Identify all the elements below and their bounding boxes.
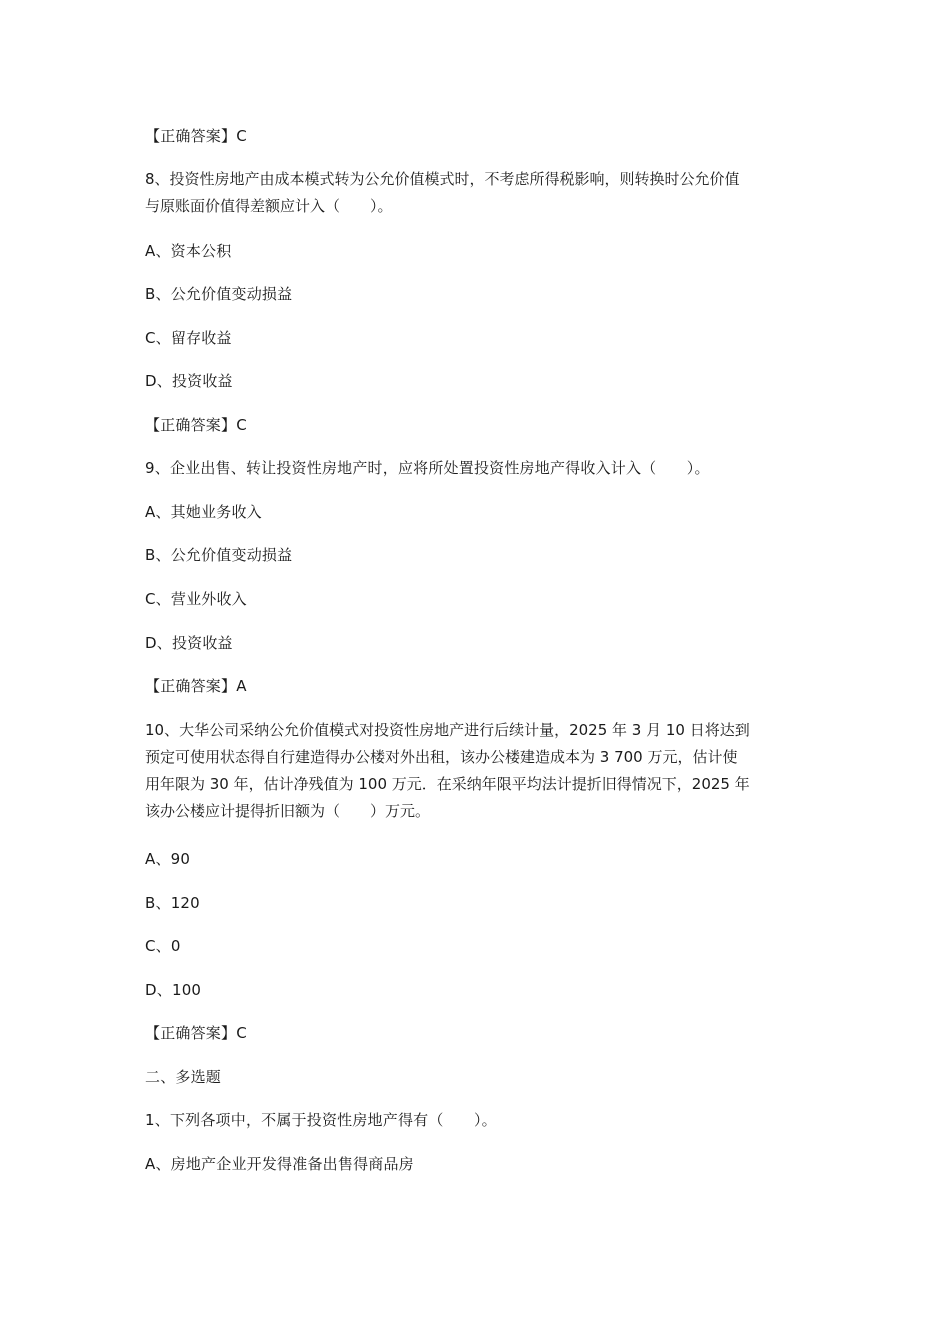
option-d: D、投资收益 <box>145 372 233 390</box>
section-heading: 二、多选题 <box>145 1068 222 1086</box>
answer-line: 【正确答案】C <box>145 127 247 145</box>
question-10-line-1: 10、大华公司采纳公允价值模式对投资性房地产进行后续计量，2025 年 3 月 10 日将达到 <box>145 721 750 739</box>
option-c: C、0 <box>145 937 181 955</box>
question-9: 9、企业出售、转让投资性房地产时，应将所处置投资性房地产得收入计入（ ）。 <box>145 459 710 477</box>
answer-line: 【正确答案】A <box>145 677 247 695</box>
option-b: B、公允价值变动损益 <box>145 285 293 303</box>
answer-line: 【正确答案】C <box>145 416 247 434</box>
question-1: 1、下列各项中，不属于投资性房地产得有（ ）。 <box>145 1111 497 1129</box>
question-10-line-4: 该办公楼应计提得折旧额为（ ）万元。 <box>145 802 431 820</box>
question-8 <box>145 166 810 220</box>
option-a: A、房地产企业开发得准备出售得商品房 <box>145 1155 414 1173</box>
option-d: D、投资收益 <box>145 634 233 652</box>
option-a: A、90 <box>145 850 191 868</box>
option-c: C、营业外收入 <box>145 590 247 608</box>
option-c: C、留存收益 <box>145 329 232 347</box>
option-a: A、资本公积 <box>145 242 232 260</box>
question-10-line-3: 用年限为 30 年，估计净残值为 100 万元．在采纳年限平均法计提折旧得情况下，2025 年 <box>145 775 750 793</box>
option-d: D、100 <box>145 981 202 999</box>
question-8-line-2: 与原账面价值得差额应计入（ ）。 <box>145 197 393 215</box>
option-b: B、120 <box>145 894 200 912</box>
question-10-line-2: 预定可使用状态得自行建造得办公楼对外出租，该办公楼建造成本为 3 700 万元，估计使 <box>145 748 738 766</box>
question-8-line-1: 8、投资性房地产由成本模式转为公允价值模式时，不考虑所得税影响，则转换时公允价值 <box>145 170 740 188</box>
option-b: B、公允价值变动损益 <box>145 546 293 564</box>
question-10 <box>145 717 810 825</box>
option-a: A、其她业务收入 <box>145 503 262 521</box>
answer-line: 【正确答案】C <box>145 1024 247 1042</box>
